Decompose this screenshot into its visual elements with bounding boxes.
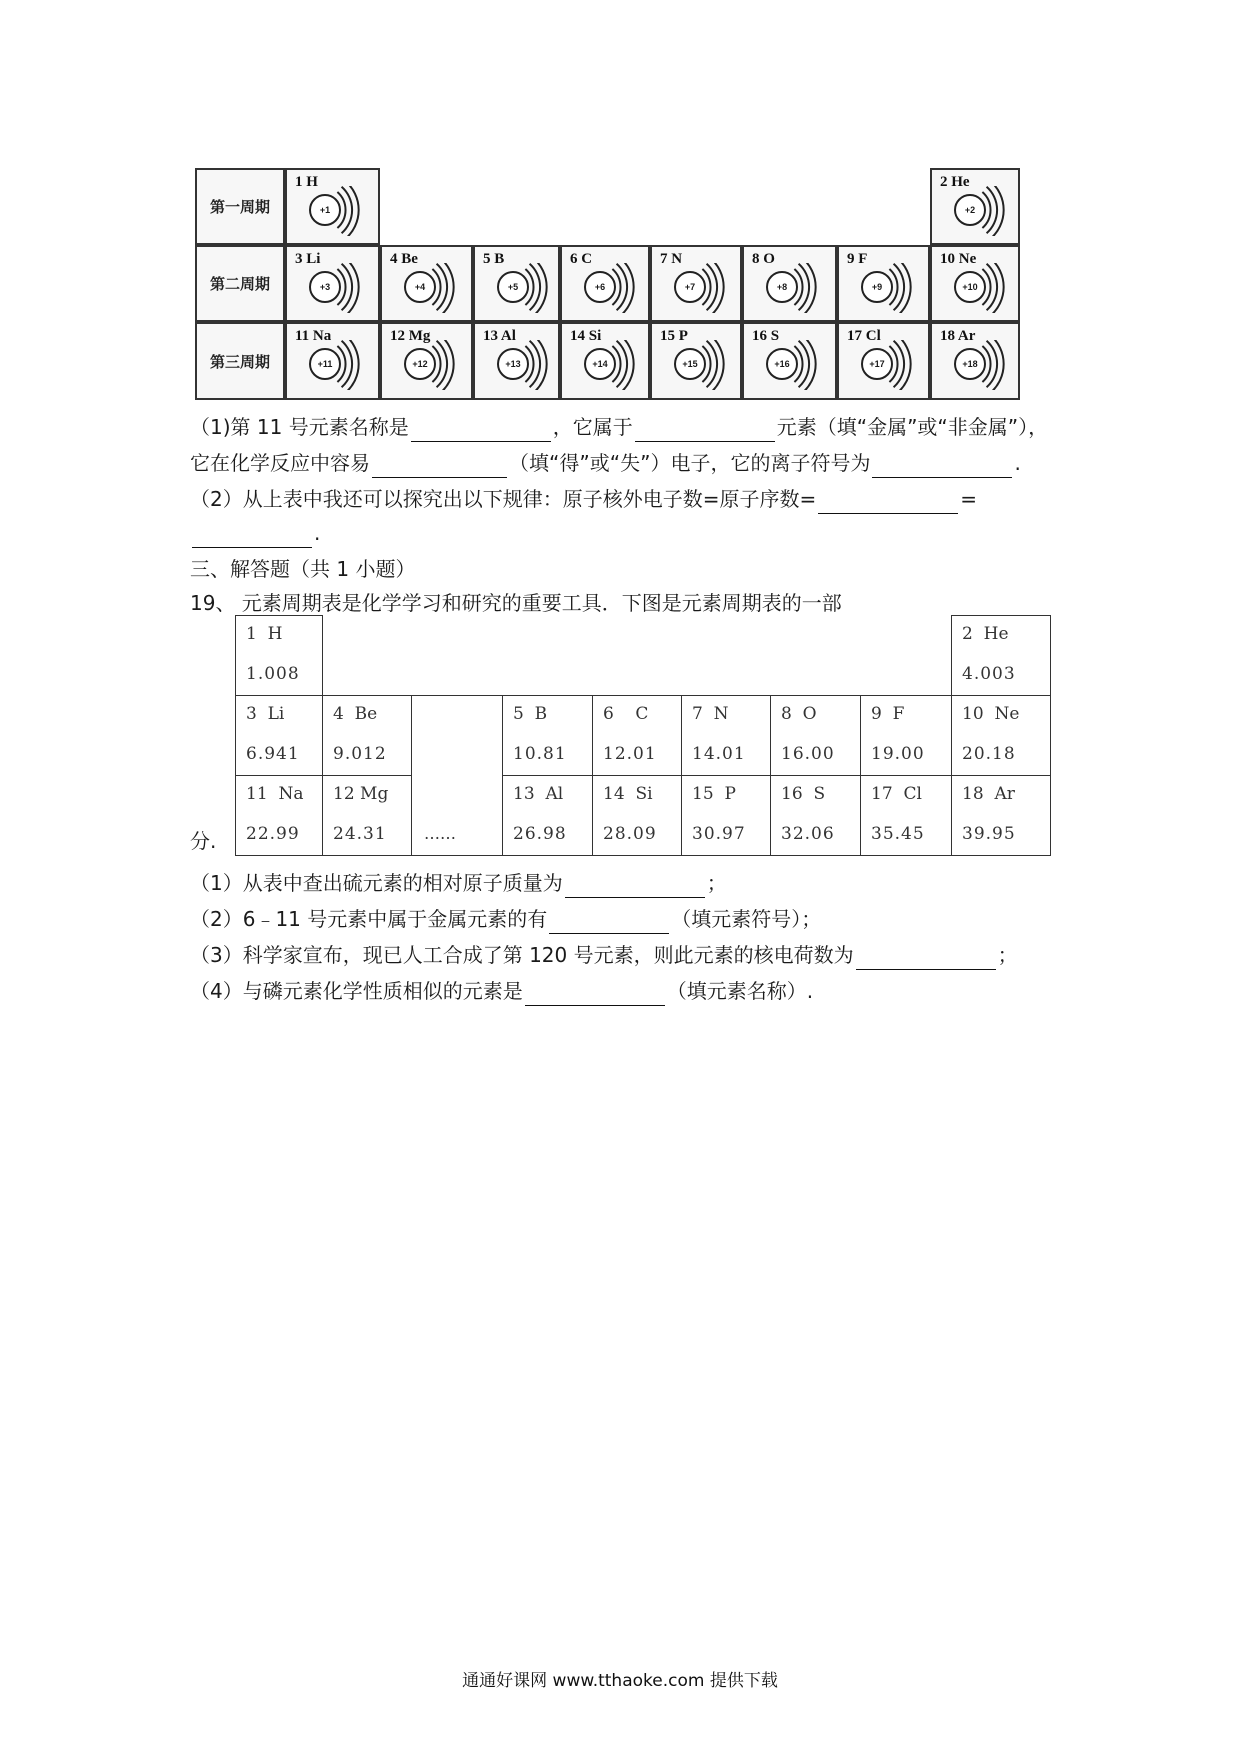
element-symbol: 9 F — [847, 251, 868, 267]
element-symbol: 8 O — [781, 704, 817, 724]
element-cell — [322, 775, 412, 856]
element-cell — [285, 168, 380, 245]
element-cell — [592, 775, 682, 856]
nucleus-icon: +6 — [584, 271, 616, 303]
element-cell — [285, 322, 380, 400]
periodic-table-masses — [235, 615, 1051, 856]
element-symbol: 14 Si — [570, 328, 602, 344]
row-label-period-1: 第一周期 — [195, 168, 285, 245]
text: （填元素符号）； — [671, 907, 822, 931]
ellipsis: …… — [424, 824, 456, 843]
element-cell — [235, 695, 323, 776]
element-cell — [860, 695, 952, 776]
element-symbol: 16 S — [752, 328, 780, 344]
element-cell — [930, 322, 1020, 400]
q18-line-4 — [190, 518, 320, 548]
electron-shell-arc — [437, 264, 447, 311]
element-symbol: 17 Cl — [847, 328, 881, 344]
element-symbol: 4 Be — [390, 251, 418, 267]
electron-shell-arc — [617, 341, 627, 388]
nucleus-icon: +8 — [766, 271, 798, 303]
element-symbol: 6 C — [570, 251, 593, 267]
element-cell — [951, 615, 1051, 696]
electron-shell-arc — [342, 264, 352, 311]
element-symbol: 15 P — [692, 784, 736, 804]
element-symbol: 11 Na — [295, 328, 332, 344]
text: . — [1014, 451, 1021, 475]
element-cell — [560, 322, 650, 400]
element-cell — [951, 775, 1051, 856]
atomic-mass: 4.003 — [962, 664, 1016, 684]
q19-part-2 — [190, 904, 821, 934]
electron-shell-arc — [437, 341, 447, 388]
nucleus-icon: +11 — [309, 348, 341, 380]
element-cell — [930, 245, 1020, 322]
q19-part-4 — [190, 976, 813, 1006]
text: 它在化学反应中容易 — [190, 451, 370, 475]
atomic-structure-table — [195, 168, 1020, 400]
nucleus-icon: +4 — [404, 271, 436, 303]
element-cell — [681, 695, 771, 776]
nucleus-icon: +9 — [861, 271, 893, 303]
answer-blank[interactable] — [818, 491, 958, 514]
q19-intro-end: 分. — [190, 829, 217, 853]
element-symbol: 9 F — [871, 704, 905, 724]
electron-shell-arc — [987, 264, 997, 311]
element-cell — [951, 695, 1051, 776]
atomic-mass: 9.012 — [333, 744, 387, 764]
atomic-mass: 26.98 — [513, 824, 567, 844]
element-cell — [770, 775, 861, 856]
element-cell — [235, 615, 323, 696]
element-cell — [837, 322, 930, 400]
element-symbol: 3 Li — [246, 704, 285, 724]
text: （1)第 11 号元素名称是 — [190, 415, 409, 439]
electron-shell-arc — [894, 341, 904, 388]
element-symbol: 2 He — [940, 174, 970, 190]
nucleus-icon: +13 — [497, 348, 529, 380]
atomic-mass: 16.00 — [781, 744, 835, 764]
atomic-mass: 32.06 — [781, 824, 835, 844]
element-symbol: 16 S — [781, 784, 826, 804]
element-symbol: 12 Mg — [390, 328, 431, 344]
electron-shell-arc — [987, 341, 997, 388]
nucleus-icon: +15 — [674, 348, 706, 380]
electron-shell-arc — [987, 187, 997, 234]
answer-blank[interactable] — [525, 983, 665, 1006]
nucleus-icon: +18 — [954, 348, 986, 380]
text: （2）6﹣11 号元素中属于金属元素的有 — [190, 907, 548, 931]
text: （2）从上表中我还可以探究出以下规律：原子核外电子数=原子序数= — [190, 487, 817, 511]
atomic-mass: 14.01 — [692, 744, 746, 764]
element-symbol: 10 Ne — [962, 704, 1020, 724]
element-symbol: 4 Be — [333, 704, 378, 724]
nucleus-icon: +3 — [309, 271, 341, 303]
atomic-mass: 30.97 — [692, 824, 746, 844]
element-symbol: 7 N — [692, 704, 729, 724]
text: = — [960, 487, 978, 511]
nucleus-icon: +1 — [309, 194, 341, 226]
atomic-mass: 10.81 — [513, 744, 567, 764]
atomic-mass: 19.00 — [871, 744, 925, 764]
element-cell — [380, 322, 473, 400]
electron-shell-arc — [530, 264, 540, 311]
q19-intro: 19、 元素周期表是化学学习和研究的重要工具．下图是元素周期表的一部 — [190, 591, 842, 615]
electron-shell-arc — [707, 264, 717, 311]
nucleus-icon: +2 — [954, 194, 986, 226]
electron-shell-arc — [707, 341, 717, 388]
element-cell — [742, 322, 837, 400]
electron-shell-arc — [799, 264, 809, 311]
electron-shell-arc — [799, 341, 809, 388]
element-cell — [592, 695, 682, 776]
atomic-mass: 24.31 — [333, 824, 387, 844]
text: （填元素名称）. — [666, 979, 814, 1003]
text: ； — [706, 871, 727, 895]
element-symbol: 18 Ar — [940, 328, 976, 344]
answer-blank[interactable] — [411, 419, 551, 442]
atomic-mass: 6.941 — [246, 744, 300, 764]
q18-line-1 — [190, 412, 1048, 442]
electron-shell-arc — [342, 341, 352, 388]
answer-blank[interactable] — [565, 875, 705, 898]
answer-blank[interactable] — [635, 419, 775, 442]
atomic-mass: 28.09 — [603, 824, 657, 844]
atomic-mass: 12.01 — [603, 744, 657, 764]
element-symbol: 2 He — [962, 624, 1009, 644]
nucleus-icon: +7 — [674, 271, 706, 303]
nucleus-icon: +14 — [584, 348, 616, 380]
gap-cell — [411, 695, 503, 856]
element-symbol: 11 Na — [246, 784, 304, 804]
element-symbol: 5 B — [513, 704, 548, 724]
answer-blank[interactable] — [372, 455, 507, 478]
row-label-period-2: 第二周期 — [195, 245, 285, 322]
q18-line-2 — [190, 448, 1021, 478]
element-symbol: 3 Li — [295, 251, 321, 267]
text: . — [314, 521, 321, 545]
element-symbol: 15 P — [660, 328, 688, 344]
electron-shell-arc — [342, 187, 352, 234]
element-cell — [380, 245, 473, 322]
element-cell — [650, 245, 742, 322]
q19-part-3 — [190, 940, 1018, 970]
element-cell — [650, 322, 742, 400]
element-symbol: 12 Mg — [333, 784, 389, 804]
answer-blank[interactable] — [549, 911, 669, 934]
atomic-mass: 35.45 — [871, 824, 925, 844]
nucleus-icon: +12 — [404, 348, 436, 380]
atomic-mass: 39.95 — [962, 824, 1016, 844]
element-symbol: 14 Si — [603, 784, 653, 804]
text: 元素（填“金属”或“非金属”）， — [776, 415, 1049, 439]
atomic-mass: 22.99 — [246, 824, 300, 844]
element-symbol: 7 N — [660, 251, 683, 267]
element-cell — [235, 775, 323, 856]
element-symbol: 13 Al — [483, 328, 516, 344]
element-cell — [322, 695, 412, 776]
element-cell — [502, 775, 593, 856]
element-cell — [502, 695, 593, 776]
element-symbol: 5 B — [483, 251, 505, 267]
text: （4）与磷元素化学性质相似的元素是 — [190, 979, 523, 1003]
q19-part-1 — [190, 868, 727, 898]
text: ，它属于 — [552, 415, 633, 439]
nucleus-icon: +5 — [497, 271, 529, 303]
atomic-mass: 20.18 — [962, 744, 1016, 764]
answer-blank[interactable] — [872, 455, 1012, 478]
element-cell — [930, 168, 1020, 245]
footer-text: 通通好课网 www.tthaoke.com 提供下载 — [462, 1671, 778, 1691]
element-symbol: 18 Ar — [962, 784, 1015, 804]
answer-blank[interactable] — [192, 525, 312, 548]
text: ； — [997, 943, 1018, 967]
element-cell — [742, 245, 837, 322]
element-symbol: 13 Al — [513, 784, 564, 804]
q18-line-3 — [190, 484, 977, 514]
row-label-period-3: 第三周期 — [195, 322, 285, 400]
element-symbol: 17 Cl — [871, 784, 922, 804]
nucleus-icon: +10 — [954, 271, 986, 303]
atomic-mass: 1.008 — [246, 664, 300, 684]
section-heading: 三、解答题（共 1 小题） — [190, 557, 416, 581]
electron-shell-arc — [530, 341, 540, 388]
element-symbol: 10 Ne — [940, 251, 977, 267]
element-cell — [860, 775, 952, 856]
element-cell — [285, 245, 380, 322]
element-cell — [473, 245, 560, 322]
element-symbol: 1 H — [295, 174, 318, 190]
text: （1）从表中查出硫元素的相对原子质量为 — [190, 871, 563, 895]
nucleus-icon: +16 — [766, 348, 798, 380]
element-symbol: 1 H — [246, 624, 283, 644]
empty-region — [323, 615, 951, 696]
element-cell — [770, 695, 861, 776]
element-symbol: 8 O — [752, 251, 775, 267]
element-cell — [681, 775, 771, 856]
text: （填“得”或“失”）电子，它的离子符号为 — [509, 451, 871, 475]
answer-blank[interactable] — [856, 947, 996, 970]
element-cell — [837, 245, 930, 322]
nucleus-icon: +17 — [861, 348, 893, 380]
electron-shell-arc — [617, 264, 627, 311]
element-cell — [473, 322, 560, 400]
element-symbol: 6 C — [603, 704, 649, 724]
text: （3）科学家宣布，现已人工合成了第 120 号元素，则此元素的核电荷数为 — [190, 943, 854, 967]
electron-shell-arc — [894, 264, 904, 311]
element-cell — [560, 245, 650, 322]
